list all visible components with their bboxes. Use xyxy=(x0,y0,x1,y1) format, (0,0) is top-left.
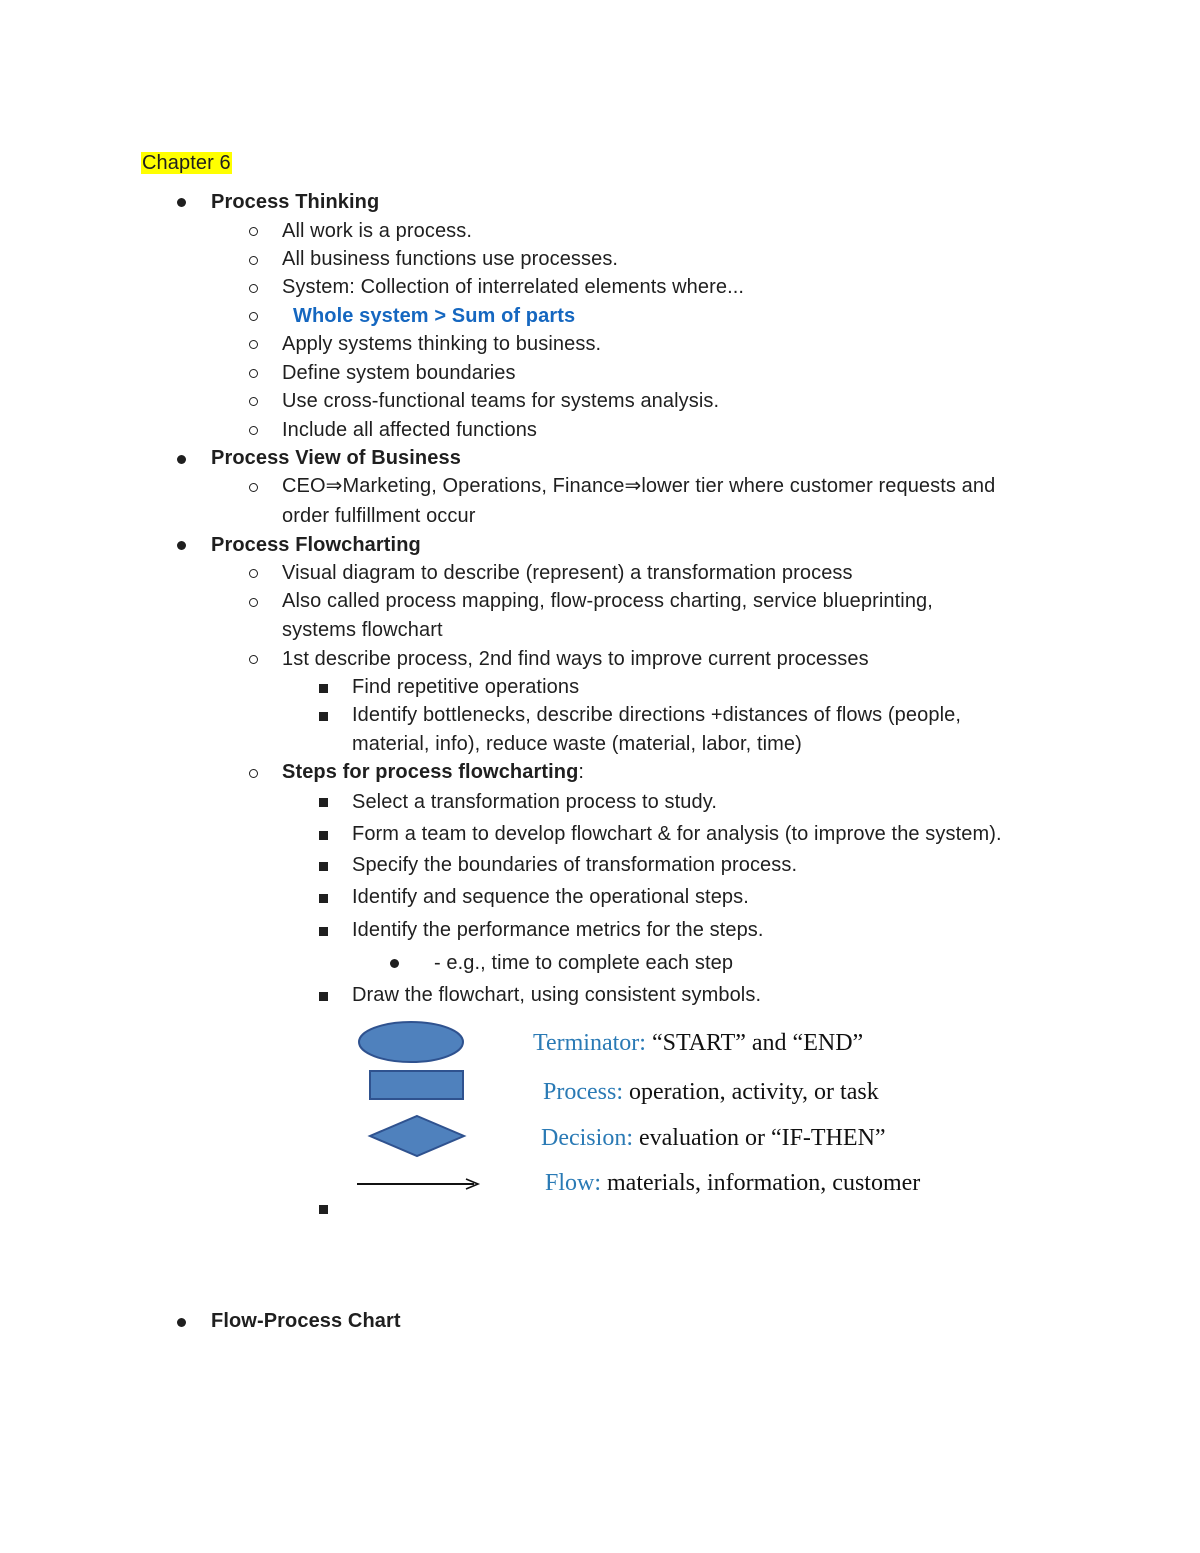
steps-heading: Steps for process flowcharting: xyxy=(282,761,585,783)
section-title-process-flowcharting: Process Flowcharting xyxy=(211,534,421,556)
section-title-process-thinking: Process Thinking xyxy=(211,191,380,213)
list-item: Use cross-functional teams for systems analysis. xyxy=(282,390,720,412)
chapter-title: Chapter 6 xyxy=(142,152,231,174)
legend-decision: Decision: evaluation or “IF-THEN” xyxy=(541,1125,886,1151)
legend-terminator: Terminator: “START” and “END” xyxy=(533,1030,864,1056)
bullet-dot xyxy=(177,455,186,464)
bullet-square xyxy=(319,712,328,721)
bullet-circle xyxy=(249,483,258,492)
list-item: Also called process mapping, flow-process charting, service blueprinting, xyxy=(282,590,933,612)
bullet-circle xyxy=(249,569,258,578)
sub-list-item: Identify bottlenecks, describe directions +distances of flows (people, xyxy=(352,704,961,726)
flow-arrow-icon xyxy=(357,1179,478,1189)
bullet-square xyxy=(319,1205,328,1214)
flowchart-symbols xyxy=(350,1015,490,1195)
list-item: System: Collection of interrelated elements where... xyxy=(282,276,745,298)
list-item: All business functions use processes. xyxy=(282,248,619,270)
list-item: Visual diagram to describe (represent) a transformation process xyxy=(282,562,853,584)
sub-list-item-continuation: material, info), reduce waste (material, labor, time) xyxy=(352,733,802,755)
section-title-flow-process-chart: Flow-Process Chart xyxy=(211,1310,401,1332)
bullet-circle xyxy=(249,340,258,349)
bullet-dot xyxy=(177,1318,186,1327)
bullet-circle xyxy=(249,769,258,778)
step-item: Identify the performance metrics for the steps. xyxy=(352,919,764,941)
bullet-circle xyxy=(249,256,258,265)
sub-list-item: Find repetitive operations xyxy=(352,676,580,698)
decision-symbol-icon xyxy=(370,1116,464,1156)
bullet-dot xyxy=(177,541,186,550)
bullet-square xyxy=(319,927,328,936)
bullet-circle xyxy=(249,227,258,236)
bullet-circle xyxy=(249,426,258,435)
list-item: Apply systems thinking to business. xyxy=(282,333,602,355)
step-item: Draw the flowchart, using consistent symbols. xyxy=(352,984,762,1006)
legend-process: Process: operation, activity, or task xyxy=(543,1079,879,1105)
bullet-dot xyxy=(390,959,399,968)
list-item: Include all affected functions xyxy=(282,419,538,441)
list-item-emphasis: Whole system > Sum of parts xyxy=(293,305,576,327)
list-item-continuation: systems flowchart xyxy=(282,619,443,641)
bullet-circle xyxy=(249,312,258,321)
bullet-circle xyxy=(249,397,258,406)
bullet-circle xyxy=(249,284,258,293)
step-item: Form a team to develop flowchart & for analysis (to improve the system). xyxy=(352,823,1002,845)
bullet-square xyxy=(319,894,328,903)
list-item-continuation: order fulfillment occur xyxy=(282,505,476,527)
list-item: All work is a process. xyxy=(282,220,473,242)
bullet-circle xyxy=(249,369,258,378)
bullet-square xyxy=(319,684,328,693)
bullet-square xyxy=(319,831,328,840)
legend-flow: Flow: materials, information, customer xyxy=(545,1170,921,1196)
bullet-circle xyxy=(249,598,258,607)
list-item: CEO⇒Marketing, Operations, Finance⇒lower tier where customer requests and xyxy=(282,475,996,497)
section-title-process-view: Process View of Business xyxy=(211,447,461,469)
step-item: Specify the boundaries of transformation process. xyxy=(352,854,798,876)
terminator-symbol-icon xyxy=(359,1022,463,1062)
bullet-dot xyxy=(177,198,186,207)
bullet-square xyxy=(319,992,328,1001)
bullet-square xyxy=(319,862,328,871)
bullet-circle xyxy=(249,655,258,664)
bullet-square xyxy=(319,798,328,807)
list-item: 1st describe process, 2nd find ways to improve current processes xyxy=(282,648,869,670)
step-sub-item: - e.g., time to complete each step xyxy=(434,952,734,974)
step-item: Identify and sequence the operational steps. xyxy=(352,886,749,908)
step-item: Select a transformation process to study. xyxy=(352,791,718,813)
list-item: Define system boundaries xyxy=(282,362,516,384)
process-symbol-icon xyxy=(370,1071,463,1099)
